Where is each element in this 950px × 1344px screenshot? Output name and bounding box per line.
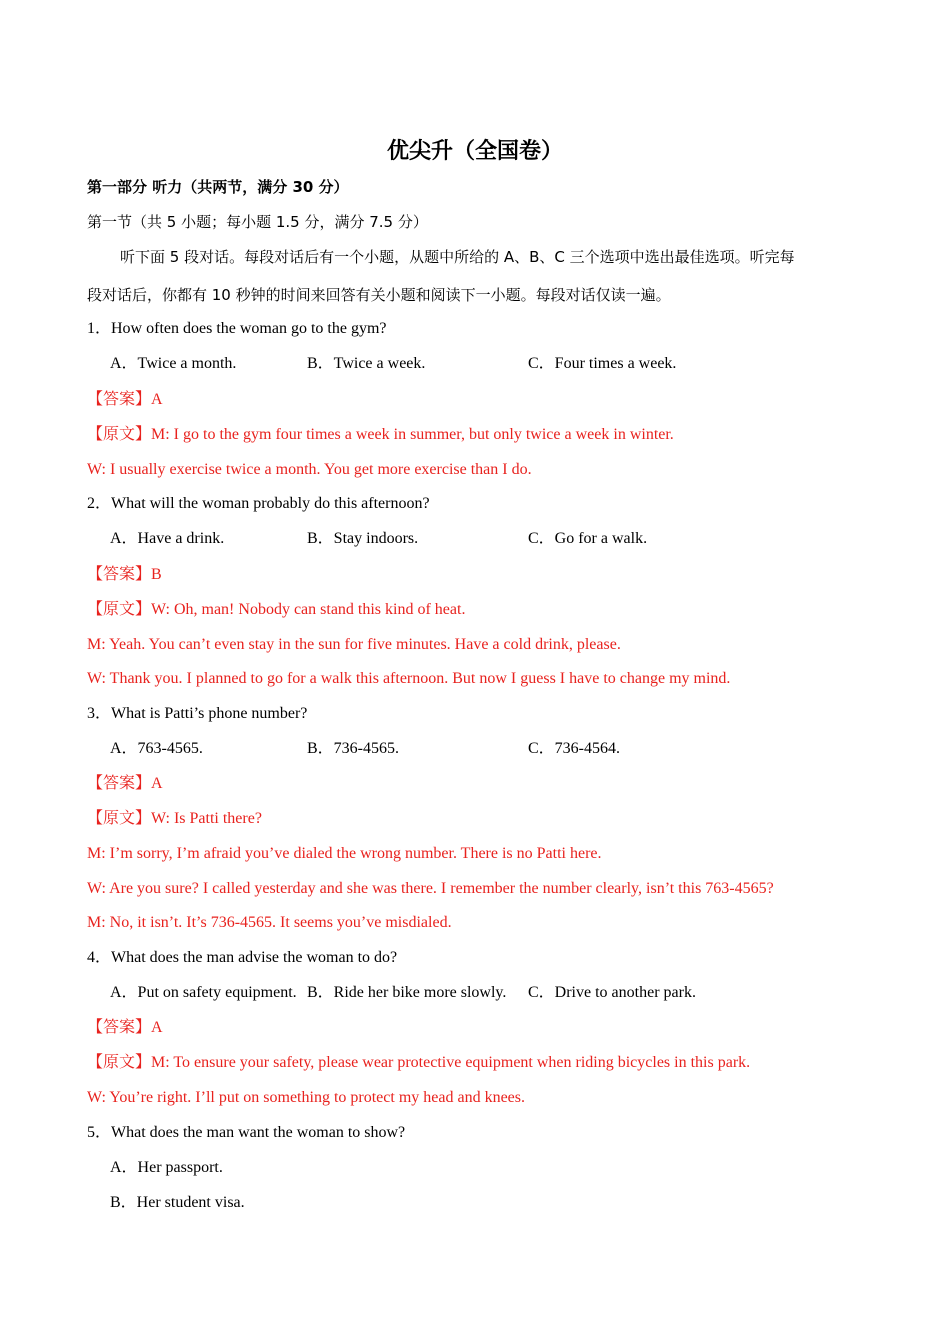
question-3-transcript-3: W: Are you sure? I called yesterday and she was there. I remember the number clearly, isn’t this 763-4565?	[87, 880, 774, 897]
section-heading: 第一节（共 5 小题；每小题 1.5 分，满分 7.5 分）	[87, 213, 428, 231]
question-4-transcript-1: 【原文】M: To ensure your safety, please wear protective equipment when riding bicycles in this park.	[87, 1054, 751, 1071]
question-1-transcript-2: W: I usually exercise twice a month. You get more exercise than I do.	[87, 461, 532, 478]
question-1-answer: 【答案】A	[87, 391, 163, 408]
question-3-transcript-4: M: No, it isn’t. It’s 736-4565. It seems you’ve misdialed.	[87, 914, 452, 931]
question-3-option-c: C．736-4564.	[528, 740, 621, 757]
page-title: 优尖升（全国卷）	[386, 139, 563, 164]
question-2-option-b: B．Stay indoors.	[307, 530, 419, 547]
question-1-stem: 1．How often does the woman go to the gym?	[87, 320, 387, 337]
question-5-option-b: B．Her student visa.	[110, 1194, 245, 1211]
question-3-option-a: A．763-4565.	[110, 740, 203, 757]
question-3-transcript-2: M: I’m sorry, I’m afraid you’ve dialed the wrong number. There is no Patti here.	[87, 845, 602, 862]
question-1-option-c: C．Four times a week.	[528, 355, 677, 372]
question-4-option-a: A．Put on safety equipment.	[110, 984, 297, 1001]
question-3-answer: 【答案】A	[87, 775, 163, 792]
question-1-option-b: B．Twice a week.	[307, 355, 426, 372]
question-2-option-a: A．Have a drink.	[110, 530, 225, 547]
question-2-transcript-3: W: Thank you. I planned to go for a walk this afternoon. But now I guess I have to change my mind.	[87, 670, 731, 687]
question-2-transcript-1: 【原文】W: Oh, man! Nobody can stand this kind of heat.	[87, 601, 466, 618]
question-2-option-c: C．Go for a walk.	[528, 530, 648, 547]
question-3-stem: 3．What is Patti’s phone number?	[87, 705, 308, 722]
part-heading: 第一部分 听力（共两节，满分 30 分）	[87, 178, 349, 196]
question-4-option-c: C．Drive to another park.	[528, 984, 696, 1001]
question-4-option-b: B．Ride her bike more slowly.	[307, 984, 507, 1001]
instructions-line-1: 听下面 5 段对话。每段对话后有一个小题，从题中所给的 A、B、C 三个选项中选出最佳选项。听完每	[120, 248, 795, 266]
question-4-answer: 【答案】A	[87, 1019, 163, 1036]
question-3-transcript-1: 【原文】W: Is Patti there?	[87, 810, 262, 827]
instructions-line-2: 段对话后，你都有 10 秒钟的时间来回答有关小题和阅读下一小题。每段对话仅读一遍。	[87, 286, 671, 304]
question-4-transcript-2: W: You’re right. I’ll put on something to protect my head and knees.	[87, 1089, 525, 1106]
question-5-stem: 5．What does the man want the woman to show?	[87, 1124, 406, 1141]
question-3-option-b: B．736-4565.	[307, 740, 400, 757]
question-2-stem: 2．What will the woman probably do this afternoon?	[87, 495, 430, 512]
question-2-answer: 【答案】B	[87, 566, 162, 583]
question-4-stem: 4．What does the man advise the woman to do?	[87, 949, 398, 966]
question-2-transcript-2: M: Yeah. You can’t even stay in the sun for five minutes. Have a cold drink, please.	[87, 636, 621, 653]
question-1-transcript-1: 【原文】M: I go to the gym four times a week in summer, but only twice a week in winter.	[87, 426, 674, 443]
question-1-option-a: A．Twice a month.	[110, 355, 237, 372]
question-5-option-a: A．Her passport.	[110, 1159, 223, 1176]
